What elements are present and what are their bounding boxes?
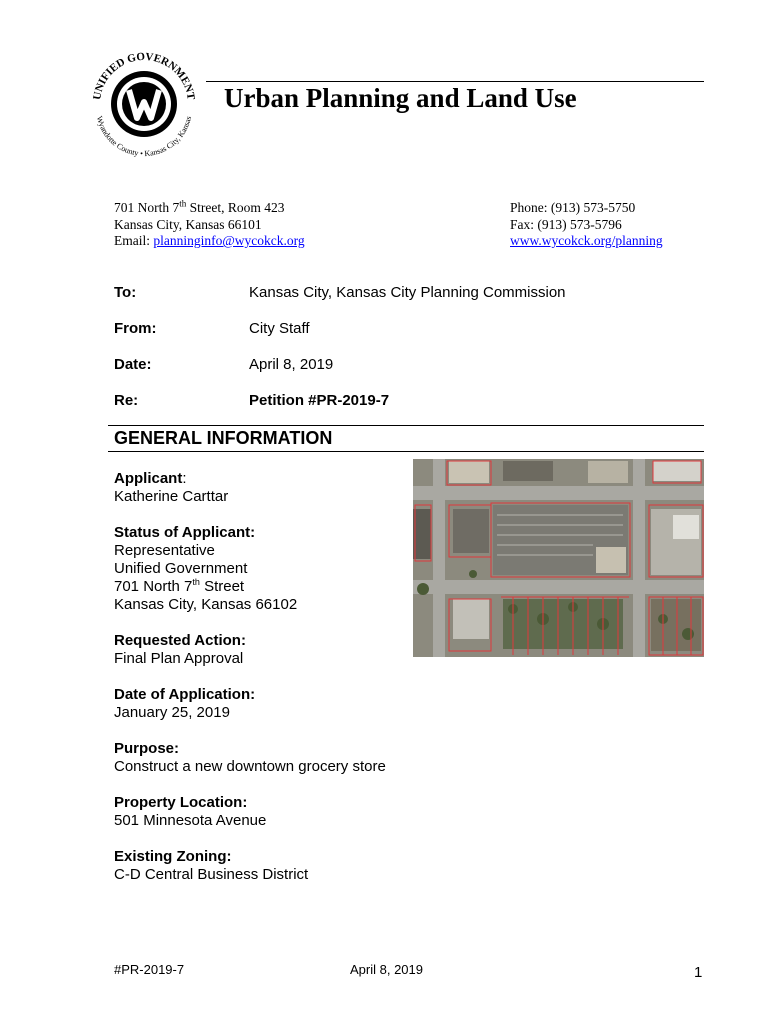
status-line: 701 North 7th Street [114,577,245,595]
fax: Fax: (913) 573-5796 [510,216,622,232]
header-rule [206,81,704,82]
re-label: Re: [114,392,139,409]
city-state-zip: Kansas City, Kansas 66101 [114,216,262,232]
status-label: Status of Applicant: [114,524,256,541]
action-value: Final Plan Approval [114,650,244,667]
section-rule-top [108,425,704,426]
general-information [114,470,386,902]
logo-ring-bottom-text: Wyandotte County • Kansas City, Kansas [94,115,194,159]
purpose-value: Construct a new downtown grocery store [114,758,386,775]
unified-government-logo [84,44,204,164]
address-right [510,200,663,250]
purpose-block [114,740,386,776]
applicant-label: Applicant [114,470,183,487]
to-value: Kansas City, Kansas City Planning Commission [249,284,566,301]
email-link[interactable]: planninginfo@wycokck.org [153,233,305,248]
purpose-label: Purpose: [114,740,180,757]
zoning-value: C-D Central Business District [114,866,309,883]
applicant-block: Applicant: Katherine Carttar [114,470,386,506]
phone: Phone: (913) 573-5750 [510,200,636,215]
date-application-block [114,686,386,722]
zoning-label: Existing Zoning: [114,848,232,865]
page-title: Urban Planning and Land Use [224,83,577,113]
status-line: Representative [114,542,215,559]
page-number: 1 [694,964,703,981]
street-address: 701 North 7th Street, Room 423 [114,198,285,215]
status-line: Kansas City, Kansas 66102 [114,596,298,613]
footer-petition: #PR-2019-7 [114,962,185,977]
applicant-value: Katherine Carttar [114,488,229,505]
location-label: Property Location: [114,794,248,811]
date-label: Date: [114,356,152,373]
location-value: 501 Minnesota Avenue [114,812,267,829]
email-line: Email: planninginfo@wycokck.org [114,233,305,248]
from-value: City Staff [249,320,310,337]
status-block [114,524,386,614]
address-left [114,200,305,250]
zoning-block [114,848,386,884]
website-link[interactable]: www.wycokck.org/planning [510,233,663,248]
date-application-value: January 25, 2019 [114,704,230,721]
logo-ring-top-text: UNIFIED GOVERNMENT [91,50,197,101]
location-block [114,794,386,830]
action-block [114,632,386,668]
to-label: To: [114,284,137,301]
action-label: Requested Action: [114,632,246,649]
from-label: From: [114,320,157,337]
section-title: GENERAL INFORMATION [114,428,333,448]
date-value: April 8, 2019 [249,356,334,373]
aerial-map-image [413,459,704,657]
section-rule-bottom [108,451,704,452]
status-line: Unified Government [114,560,248,577]
footer-date: April 8, 2019 [350,962,423,977]
re-value: Petition #PR-2019-7 [249,392,390,409]
date-application-label: Date of Application: [114,686,256,703]
